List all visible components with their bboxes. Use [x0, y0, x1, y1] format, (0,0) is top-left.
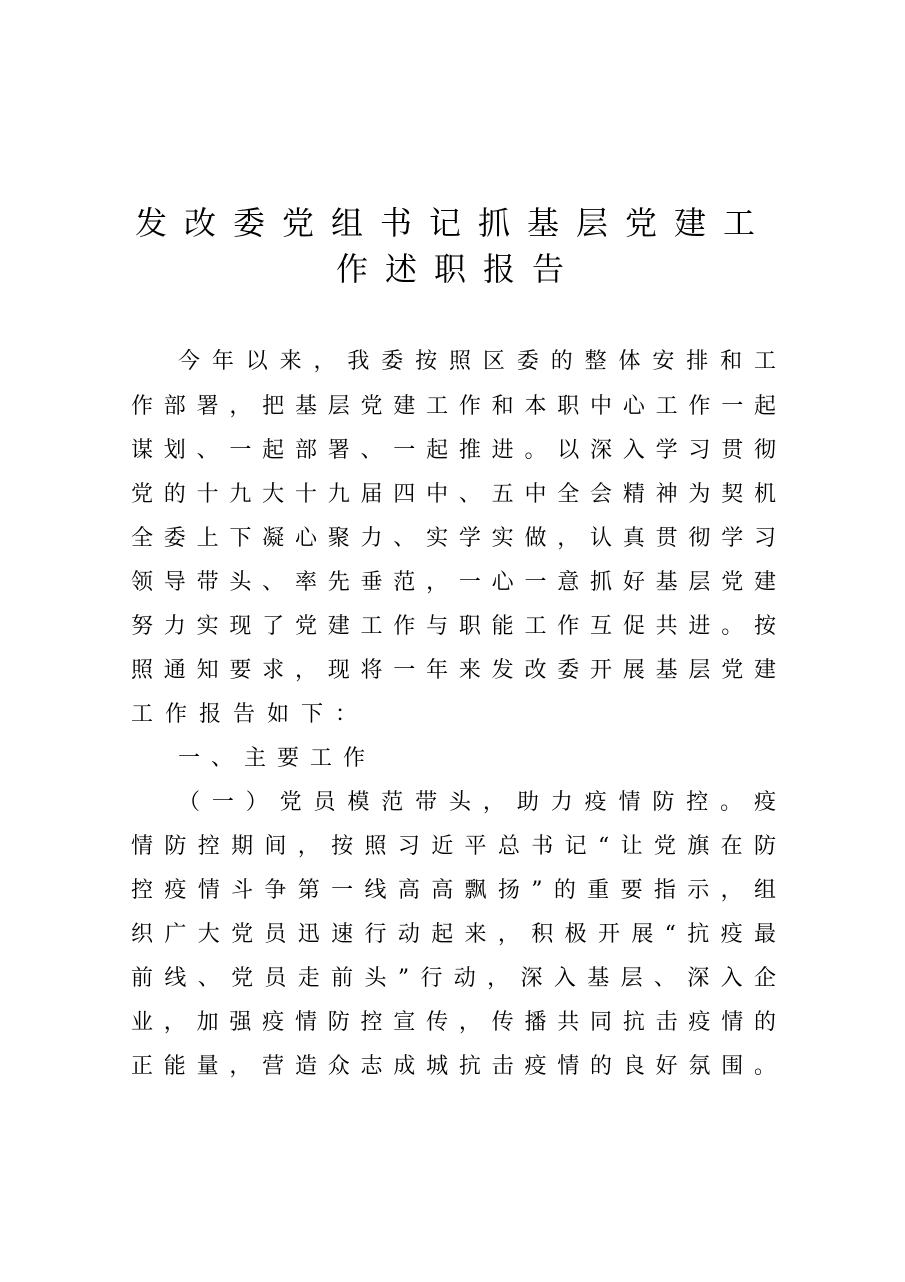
paragraph-1-line: 领导带头、率先垂范，一心一意抓好基层党建 [131, 570, 776, 595]
paragraph-2-line: 情防控期间，按照习近平总书记“让党旗在防 [131, 834, 776, 859]
paragraph-1-line: 努力实现了党建工作与职能工作互促共进。按 [131, 614, 776, 639]
paragraph-2-line: 正能量，营造众志成城抗击疫情的良好氛围。 [131, 1054, 776, 1079]
paragraph-2-line: 控疫情斗争第一线高高飘扬”的重要指示，组 [131, 878, 776, 903]
section-heading: 一、主要工作 [178, 746, 377, 771]
document-title-line-2: 作述职报告 [336, 250, 582, 288]
paragraph-1-line: 全委上下凝心聚力、实学实做，认真贯彻学习 [131, 526, 776, 551]
paragraph-1-line: 作部署，把基层党建工作和本职中心工作一起 [131, 394, 776, 419]
paragraph-2-line: 前线、党员走前头”行动，深入基层、深入企 [131, 966, 776, 991]
paragraph-1-line: 党的十九大十九届四中、五中全会精神为契机 [131, 482, 776, 507]
paragraph-2-line: （一）党员模范带头，助力疫情防控。疫 [178, 790, 776, 815]
document-title-line-1: 发改委党组书记抓基层党建工 [135, 204, 773, 242]
paragraph-1-line: 今年以来，我委按照区委的整体安排和工 [178, 349, 776, 374]
paragraph-1-line: 照通知要求，现将一年来发改委开展基层党建 [131, 658, 776, 683]
paragraph-2-line: 业，加强疫情防控宣传，传播共同抗击疫情的 [131, 1010, 776, 1035]
paragraph-1-line: 谋划、一起部署、一起推进。以深入学习贯彻 [131, 438, 776, 463]
paragraph-2-line: 织广大党员迅速行动起来，积极开展“抗疫最 [131, 922, 776, 947]
paragraph-1-line: 工作报告如下： [131, 702, 370, 727]
